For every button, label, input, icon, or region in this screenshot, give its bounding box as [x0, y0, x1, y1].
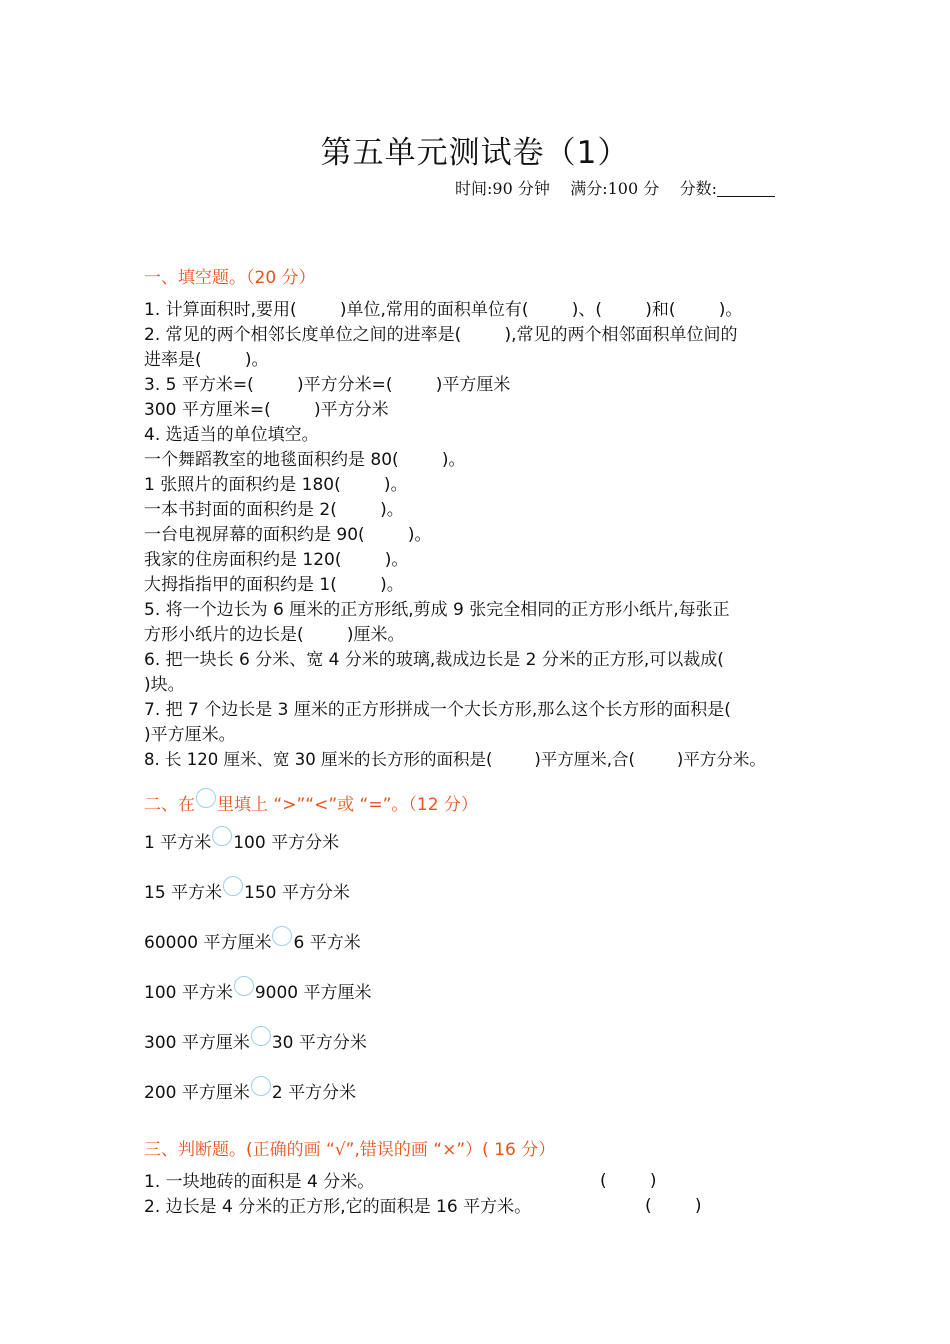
fill-line-15: 6. 把一块长 6 分米、宽 4 分米的玻璃,裁成边长是 2 分米的正方形,可以裁成(	[144, 650, 724, 670]
fill-line-4: 3. 5 平方米=( )平方分米=( )平方厘米	[144, 375, 511, 395]
section3-heading: 三、判断题。(正确的画 “√”,错误的画 “×”）( 16 分）	[144, 1140, 556, 1160]
fill-line-14: 方形小纸片的边长是( )厘米。	[144, 625, 405, 645]
compare-left: 100 平方米	[144, 983, 233, 1003]
fill-line-3: 进率是( )。	[144, 350, 269, 370]
section2-heading	[144, 788, 478, 815]
compare-circle-icon	[196, 788, 216, 808]
section2-heading-post: 里填上 “>”“<”或 “=”。（12 分）	[217, 795, 478, 815]
fill-line-10: 一台电视屏幕的面积约是 90( )。	[144, 525, 432, 545]
compare-right: 9000 平方厘米	[254, 983, 372, 1003]
compare-answer-circle[interactable]	[251, 1076, 271, 1096]
compare-item	[144, 976, 372, 1004]
fill-line-8: 1 张照片的面积约是 180( )。	[144, 475, 408, 495]
page-title: 第五单元测试卷（1）	[320, 135, 630, 171]
compare-left: 200 平方厘米	[144, 1083, 250, 1103]
compare-answer-circle[interactable]	[212, 826, 232, 846]
fill-line-7: 一个舞蹈教室的地毯面积约是 80( )。	[144, 450, 466, 470]
judge-statement-1: 1. 一块地砖的面积是 4 分米。	[144, 1172, 375, 1192]
compare-item	[144, 1026, 367, 1054]
score-blank[interactable]	[717, 181, 775, 197]
compare-answer-circle[interactable]	[223, 876, 243, 896]
section2-heading-pre: 二、在	[144, 795, 195, 815]
fill-line-5: 300 平方厘米=( )平方分米	[144, 400, 389, 420]
compare-item	[144, 876, 350, 904]
fill-line-16: )块。	[144, 675, 185, 695]
compare-item	[144, 826, 339, 854]
full-score-label: 满分:100 分	[570, 179, 660, 198]
fill-line-19: 8. 长 120 厘米、宽 30 厘米的长方形的面积是( )平方厘米,合( )平方分米。	[144, 750, 766, 769]
compare-left: 15 平方米	[144, 883, 223, 903]
fill-line-12: 大拇指指甲的面积约是 1( )。	[144, 575, 404, 595]
compare-answer-circle[interactable]	[234, 976, 254, 996]
compare-left: 300 平方厘米	[144, 1033, 250, 1053]
fill-line-2: 2. 常见的两个相邻长度单位之间的进率是( ),常见的两个相邻面积单位间的	[144, 325, 738, 345]
fill-line-6: 4. 选适当的单位填空。	[144, 425, 319, 445]
fill-line-17: 7. 把 7 个边长是 3 厘米的正方形拼成一个大长方形,那么这个长方形的面积是(	[144, 700, 731, 720]
compare-right: 2 平方分米	[271, 1083, 357, 1103]
compare-right: 100 平方分米	[233, 833, 340, 853]
fill-line-18: )平方厘米。	[144, 725, 236, 745]
compare-item	[144, 1076, 356, 1104]
fill-line-11: 我家的住房面积约是 120( )。	[144, 550, 409, 570]
fill-line-1: 1. 计算面积时,要用( )单位,常用的面积单位有( )、( )和( )。	[144, 300, 743, 320]
compare-answer-circle[interactable]	[272, 926, 292, 946]
section1-heading: 一、填空题。（20 分）	[144, 268, 316, 288]
time-label: 时间:90 分钟	[455, 179, 550, 198]
compare-right: 150 平方分米	[244, 883, 350, 903]
compare-left: 1 平方米	[144, 833, 212, 853]
judge-answer-bracket-1[interactable]: ( )	[600, 1171, 657, 1191]
compare-answer-circle[interactable]	[251, 1026, 271, 1046]
judge-answer-bracket-2[interactable]: ( )	[645, 1196, 702, 1216]
compare-left: 60000 平方厘米	[144, 933, 272, 953]
score-label: 分数:	[679, 179, 717, 198]
judge-statement-2: 2. 边长是 4 分米的正方形,它的面积是 16 平方米。	[144, 1197, 532, 1217]
compare-right: 30 平方分米	[271, 1033, 367, 1053]
fill-line-9: 一本书封面的面积约是 2( )。	[144, 500, 404, 520]
compare-right: 6 平方米	[293, 933, 361, 953]
compare-item	[144, 926, 361, 954]
fill-line-13: 5. 将一个边长为 6 厘米的正方形纸,剪成 9 张完全相同的正方形小纸片,每张正	[144, 600, 730, 620]
exam-meta	[455, 176, 775, 199]
